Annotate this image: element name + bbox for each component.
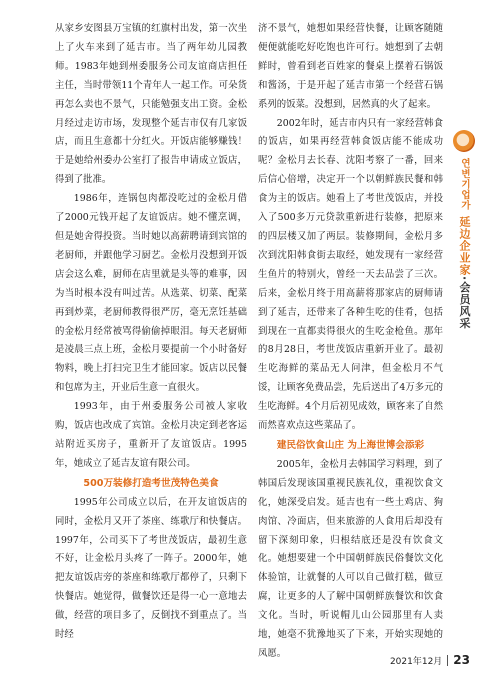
article-column-right [258, 20, 443, 664]
section-subheading: 建民俗饮食山庄 为上海世博会添彩 [276, 439, 425, 451]
page-footer [390, 653, 470, 667]
footer-divider [447, 655, 448, 666]
issue-date: 2021年12月 [389, 656, 443, 667]
sidebar-title-sub: 会员风采 [458, 281, 471, 330]
article-paragraph: 济不景气，她想如果经营快餐，让顾客随随便便就能吃好吃饱也许可行。她想到了去朝鲜时，曾看到老百姓家的餐桌上摆着石锅饭和酱汤，于是开起了延吉市第一个经营石锅系列的饭菜。没想到，居然真的火了起来。 [258, 23, 443, 110]
article-paragraph: 2005年，金松月去韩国学习料理，到了韩国后发现该国重视民族礼仪，重视饮食文化，她深受启发。延吉也有一些土鸡店、狗肉馆、冷面店，但来旅游的人食用后却没有留下深刻印象，归根结底还是没有饮食文化。她想要建一个中国朝鲜族民俗餐饮文化体验馆，让就餐的人可以自己做打糕，做豆腐，让更多的人了解中国朝鲜族餐饮和饮食文化。当时，听说帽儿山公园那里有人卖地，她毫不犹豫地买了下来，开始实现她的凤愿。 [258, 458, 443, 659]
association-logo-icon [453, 130, 475, 152]
sidebar-korean-title: 연변기업가 [459, 158, 470, 211]
sidebar-title-sep: · [458, 276, 471, 282]
article-column-left [55, 20, 247, 645]
section-sidebar [453, 130, 475, 330]
article-paragraph: 1995年公司成立以后，在开友谊饭店的同时，金松月又开了茶座、练歌厅和快餐店。1997年，公司买下了考世茂饭店，最初生意不好，让金松月头疼了一阵子。2000年，她把友谊饭店旁的茶座和练歌厅都停了，只剩下快餐店。她觉得，做餐饮还是得一心一意地去做，经营的项目多了，反倒找不到重点了。当时经 [55, 496, 247, 641]
article-paragraph: 1993年，由于州委服务公司被人家收购，饭店也改成了宾馆。金松月决定到老客运站附近买房子，重新开了友谊饭店。1995年，她成立了延吉友谊有限公司。 [55, 401, 247, 469]
sidebar-title-main: 延边企业家 [458, 216, 471, 276]
article-paragraph: 从家乡安图县万宝镇的红旗村出发，第一次坐上了火车来到了延吉市。当了两年幼儿园教师。1983年她到州委服务公司友谊商店担任主任，当时带领11个青年人一起工作。可朵货再怎么卖也不景气，只能勉强支出工资。金松月经过走访市场，发现整个延吉市仅有几家饭店，而且生意都十分红火。开饭店能够赚钱！于是她给州委办公室打了报告申请成立饭店，得到了批准。 [55, 23, 247, 186]
article-paragraph: 1986年，连锅包肉都没吃过的金松月借了2000元钱开起了友谊饭店。她不懂烹调，但是她舍得投资。当时她以高薪聘请到宾馆的老厨师，并跟他学习厨艺。金松月没想到开饭店会这么难，厨师在店里就是头等的难事，因为当时根本没有叫过苦。从选菜、切菜、配菜再到炒菜，老厨师教得很严厉，毫无烹饪基础的金松月经常被骂得偷偷掉眼泪。每天老厨师是凌晨三点上班，金松月要提前一个小时备好物料，晚上打扫完卫生才能回家。饭店以民餐和包席为主，开业后生意一直很火。 [55, 193, 247, 394]
article-paragraph: 2002年时，延吉市内只有一家经营韩食的饭店，如果再经营韩食饭店能不能成功呢？金松月去长春、沈阳考察了一番，回来后信心倍增，决定开一个以朝鲜族民餐和韩食为主的饭店。她看上了考世茂饭店，并投入了500多万元贷款重新进行装修，把原来的四层楼又加了两层。装修期间，金松月多次到沈阳韩食街去取经，她发现有一家经营生鱼片的特别火，曾经一天去品尝了三次。后来，金松月终于用高薪将那家店的厨师请到了延吉，还带来了各种生吃的佳肴，包括到现在一直都卖得很火的生吃金枪鱼。那年的8月28日，考世茂饭店重新开业了。最初生吃海鲜的菜品无人问津，但金松月不气馁，让顾客免费品尝，先后送出了4万多元的生吃海鲜。4个月后初见成效，顾客来了自然而然喜欢点这些菜品了。 [258, 117, 443, 432]
page-number: 23 [453, 653, 470, 667]
sidebar-section-title [456, 216, 472, 329]
section-subheading: 500万装修打造考世茂特色美食 [83, 477, 219, 489]
